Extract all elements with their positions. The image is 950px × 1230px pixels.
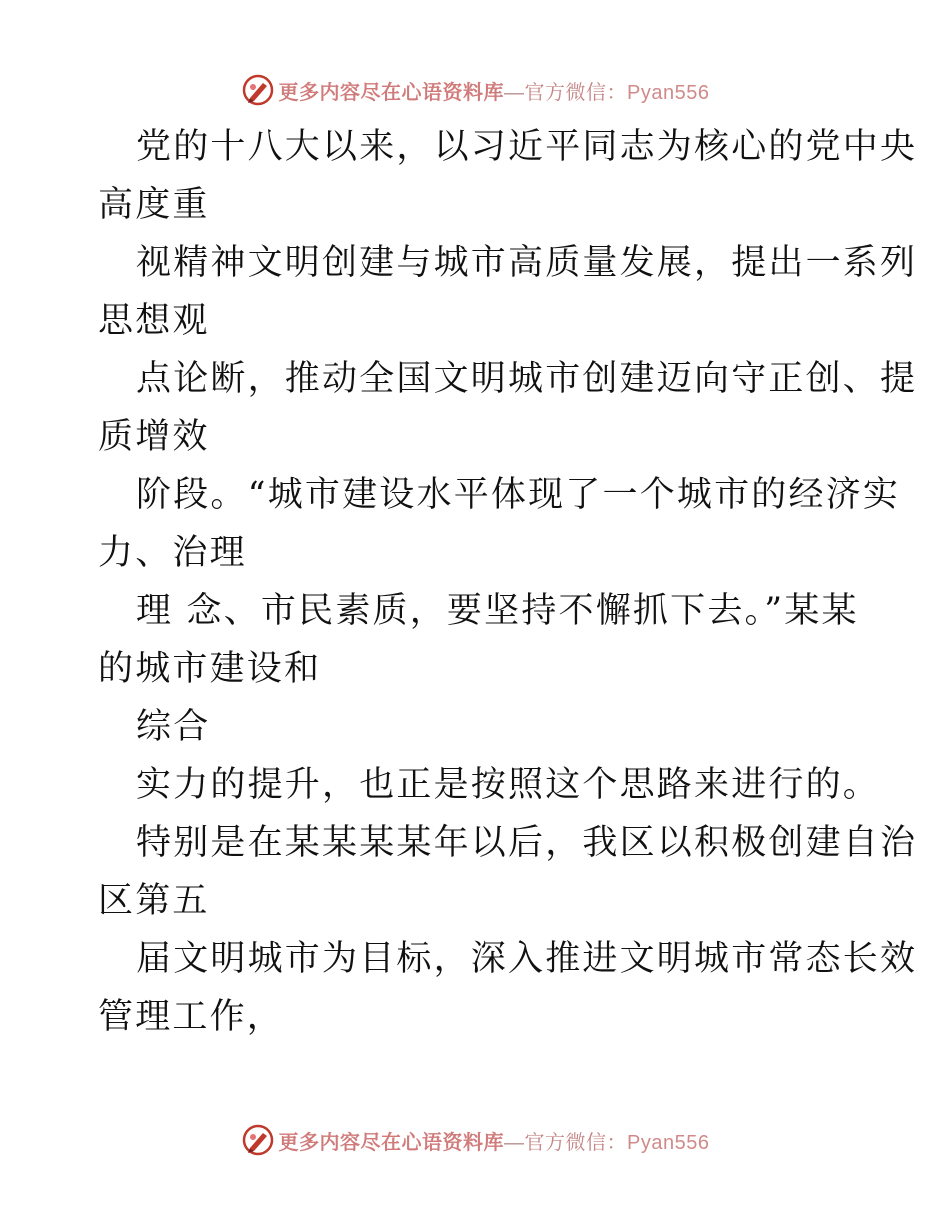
text-line: 党的十八大以来，以习近平同志为核心的党中央 xyxy=(136,127,918,167)
document-body xyxy=(98,118,918,1046)
text-line: 区第五 xyxy=(98,881,210,921)
text-line: 视精神文明创建与城市高质量发展，提出一系列 xyxy=(136,243,918,283)
text-line: 力、治理 xyxy=(98,533,247,573)
text-line: 阶段。“城市建设水平体现了一个城市的经济实 xyxy=(136,475,901,515)
text-line: 特别是在某某某某年以后，我区以积极创建自治 xyxy=(136,823,918,863)
text-line: 届文明城市为目标，深入推进文明城市常态长效 xyxy=(136,939,918,979)
text-line: 综合 xyxy=(136,707,211,747)
watermark-dash: — xyxy=(504,1131,525,1154)
watermark-dash: — xyxy=(504,81,525,104)
watermark-wechat-handle: Pyan556 xyxy=(627,81,710,104)
watermark-wechat-label: 官方微信： xyxy=(524,81,628,104)
text-line: 的城市建设和 xyxy=(98,649,322,689)
watermark-title: 更多内容尽在心语资料库 xyxy=(278,81,505,104)
header-watermark xyxy=(0,70,950,110)
text-line: 点论断，推动全国文明城市创建迈向守正创、提 xyxy=(136,359,918,399)
watermark-title: 更多内容尽在心语资料库 xyxy=(278,1131,505,1154)
text-line: 理 念、市民素质，要坚持不懈抓下去。”某某 xyxy=(136,591,859,631)
text-line: 思想观 xyxy=(98,301,210,341)
watermark-wechat-handle: Pyan556 xyxy=(627,1131,710,1154)
text-line: 质增效 xyxy=(98,417,210,457)
pen-logo-icon xyxy=(241,1123,275,1157)
text-line: 管理工作， xyxy=(98,997,285,1037)
watermark-wechat-label: 官方微信： xyxy=(524,1131,628,1154)
text-line: 高度重 xyxy=(98,185,210,225)
pen-logo-icon xyxy=(241,73,275,107)
text-line: 实力的提升，也正是按照这个思路来进行的。 xyxy=(136,765,881,805)
footer-watermark xyxy=(0,1120,950,1160)
